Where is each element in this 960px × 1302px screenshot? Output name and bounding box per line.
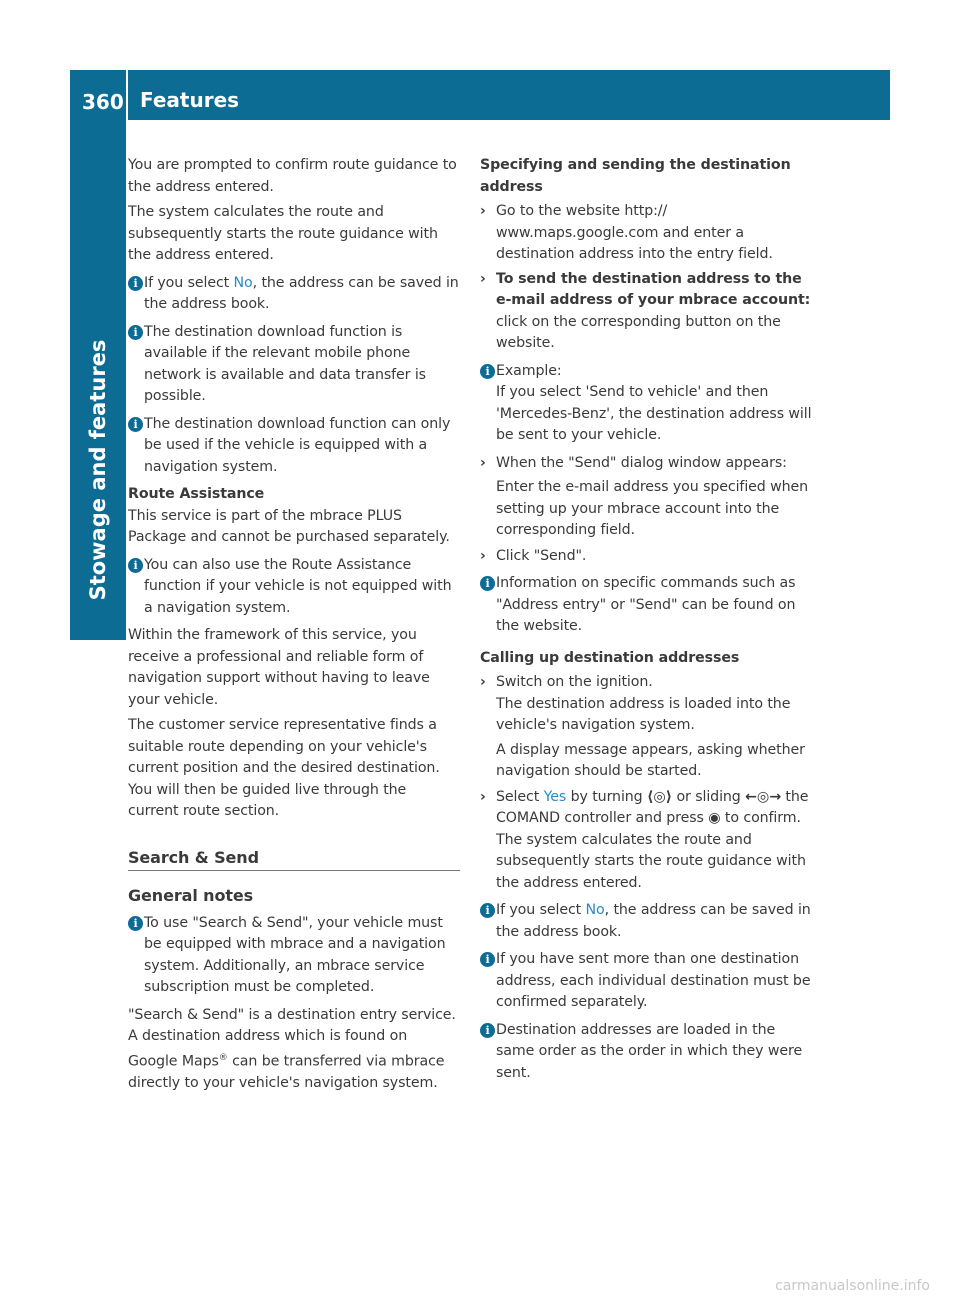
info-icon: i <box>128 916 143 931</box>
step-item: › Go to the website http:// www.maps.google.com and enter a destination address into the entry field. <box>480 203 773 262</box>
subheading: Specifying and sending the destination address <box>480 157 791 195</box>
paragraph: A display message appears, asking whether navigation should be started. <box>496 741 805 779</box>
info-note: i If you have sent more than one destination address, each individual destination must be confirmed separately. <box>480 949 812 1014</box>
info-icon: i <box>480 364 495 379</box>
paragraph: Within the framework of this service, you receive a professional and reliable form of navigation support without having to leave your vehicle. <box>128 627 430 708</box>
paragraph: The customer service representative finds a suitable route depending on your vehicle's current position and the desired destination. You will then be guided live through the current route section. <box>128 717 440 819</box>
info-note: i To use "Search & Send", your vehicle must be equipped with mbrace and a navigation system. Additionally, an mbrace service subscription must be completed. <box>128 913 460 999</box>
subheading: Route Assistance <box>128 486 265 502</box>
header-divider <box>126 70 128 120</box>
info-note: i You can also use the Route Assistance function if your vehicle is not equipped with a navigation system. <box>128 555 460 620</box>
watermark-text: carmanualsonline.info <box>775 1278 930 1294</box>
step-arrow-icon: › <box>480 270 486 287</box>
info-note: i The destination download function can only be used if the vehicle is equipped with a navigation system. <box>128 414 460 479</box>
info-icon: i <box>480 576 495 591</box>
controller-slide-icon: ←◎→ <box>745 788 781 805</box>
section-title: Features <box>140 88 240 112</box>
right-column <box>480 155 812 1090</box>
step-item: › Click "Send". <box>480 546 812 568</box>
left-column <box>128 155 460 1098</box>
paragraph: Enter the e-mail address you specified when setting up your mbrace account into the corresponding field. <box>496 479 809 538</box>
paragraph: The system calculates the route and subsequently starts the route guidance with the address entered. <box>128 204 438 263</box>
info-icon: i <box>128 558 143 573</box>
display-text-no: No <box>585 902 605 918</box>
info-icon: i <box>480 903 495 918</box>
info-icon: i <box>128 417 143 432</box>
info-note: i Example: If you select 'Send to vehicle' and then 'Mercedes-Benz', the destination address will be sent to your vehicle. <box>480 361 812 447</box>
subheading: General notes <box>128 886 254 905</box>
controller-turn-icon: ⟨◎⟩ <box>647 788 673 805</box>
info-icon: i <box>128 325 143 340</box>
page-header <box>70 70 890 120</box>
step-arrow-icon: › <box>480 547 486 564</box>
step-item: › When the "Send" dialog window appears: <box>480 453 812 475</box>
step-item: › Select Yes by turning ⟨◎⟩ or sliding ←◎→ the COMAND controller and press ◉ to confirm. The system calculates the route and subsequently starts the route guidance with the address entered. <box>480 788 809 891</box>
info-note: i The destination download function is available if the relevant mobile phone network is available and data transfer is possible. <box>128 322 460 408</box>
paragraph: You are prompted to confirm route guidance to the address entered. <box>128 157 457 195</box>
step-arrow-icon: › <box>480 788 486 805</box>
info-icon: i <box>480 952 495 967</box>
display-text-yes: Yes <box>543 788 567 805</box>
info-note: i Information on specific commands such as "Address entry" or "Send" can be found on the website. <box>480 573 812 638</box>
info-icon: i <box>128 276 143 291</box>
info-note: i If you select No, the address can be saved in the address book. <box>128 273 460 316</box>
page-number: 360 <box>82 90 124 114</box>
controller-press-icon: ◉ <box>708 810 721 826</box>
step-arrow-icon: › <box>480 203 486 219</box>
display-text-no: No <box>233 274 253 291</box>
step-item: › To send the destination address to the e-mail address of your mbrace account: click on the corresponding button on the website. <box>480 270 811 351</box>
step-arrow-icon: › <box>480 674 486 690</box>
section-heading: Search & Send <box>128 847 460 872</box>
paragraph: This service is part of the mbrace PLUS Package and cannot be purchased separately. <box>128 507 450 545</box>
info-note: i Destination addresses are loaded in the same order as the order in which they were sent. <box>480 1020 812 1085</box>
step-arrow-icon: › <box>480 454 486 471</box>
paragraph: "Search & Send" is a destination entry service. A destination address which is found on Google Maps® can be transferred via mbrace directly to your vehicle's navigation system. <box>128 1006 456 1091</box>
info-note: i If you select No, the address can be saved in the address book. <box>480 900 812 943</box>
info-icon: i <box>480 1023 495 1038</box>
subheading: Calling up destination addresses <box>480 649 740 666</box>
step-item: › Switch on the ignition. The destination address is loaded into the vehicle's navigation system. <box>480 674 791 733</box>
side-tab-label: Stowage and features <box>86 339 110 601</box>
